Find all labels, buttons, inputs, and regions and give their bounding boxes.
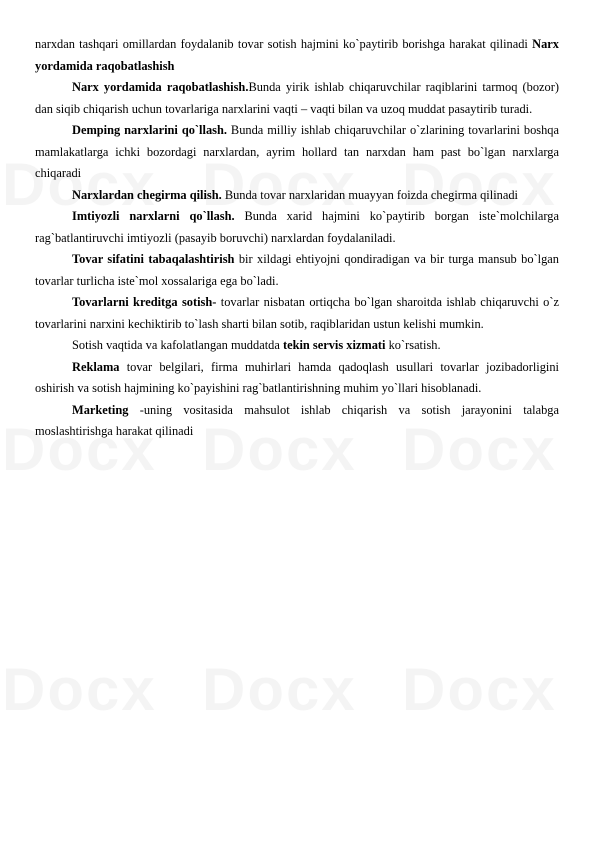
paragraph-text: narxdan tashqari omillardan foydalanib tovar sotish hajmini ko`paytirib borishga harakat qilinadi	[35, 37, 533, 51]
document-page	[35, 34, 559, 443]
paragraph-discount	[35, 185, 559, 207]
watermark	[202, 655, 357, 724]
paragraph-dumping	[35, 120, 559, 185]
paragraph-marketing	[35, 400, 559, 443]
paragraph-text: bir xildagi ehtiyojni qondiradigan va bir turga mansub bo`lgan tovarlar turlicha iste`mol xossalariga ega bo`ladi.	[35, 252, 559, 288]
paragraph-text: Sotish vaqtida va kafolatlangan muddatda	[72, 338, 283, 352]
bold-term: Narxlardan chegirma qilish.	[72, 187, 222, 202]
paragraph-text: Bunda tovar narxlaridan muayyan foizda chegirma qilinadi	[221, 187, 518, 202]
paragraph-text: -uning vositasida mahsulot ishlab chiqarish va sotish jarayonini talabga moslashtirishga harakat qilinadi	[35, 402, 559, 438]
paragraph-continuation	[35, 34, 559, 77]
paragraph-credit-sales	[35, 292, 559, 335]
bold-term: Demping narxlarini qo`llash.	[72, 123, 227, 137]
bold-term: Reklama	[72, 359, 120, 374]
bold-term: Narx yordamida raqobatlashish.	[72, 80, 249, 94]
paragraph-text: ko`rsatish.	[385, 338, 441, 352]
paragraph-advertising	[35, 357, 559, 400]
paragraph-text: tovarlar nisbatan ortiqcha bo`lgan sharoitda ishlab chiqaruvchi o`z tovarlarini narxini kechiktirib to`lash sharti bilan sotib, raqiblaridan ustun kelishi mumkin.	[35, 295, 559, 331]
bold-term: Marketing	[72, 402, 129, 417]
watermark	[402, 655, 557, 724]
paragraph-text: Bunda yirik ishlab chiqaruvchilar raqiblarini tarmoq (bozor) dan siqib chiqarish uchun tovarlariga narxlarini vaqti – vaqti bilan va uzoq muddat pasaytirib turadi.	[35, 80, 559, 116]
paragraph-free-service	[35, 335, 559, 357]
paragraph-text: Bunda xarid hajmini ko`paytirib borgan iste`molchilarga rag`batlantiruvchi imtiyozli (pasayib boruvchi) narxlardan foydalaniladi.	[35, 209, 559, 245]
bold-term: tekin servis xizmati	[282, 338, 386, 352]
bold-term: Tovarlarni kreditga sotish-	[72, 295, 217, 309]
paragraph-quality-differentiation	[35, 249, 559, 292]
paragraph-text: tovar belgilari, firma muhirlari hamda qadoqlash usullari tovarlar jozibadorligini oshirish va sotish hajmining ko`payishini rag`batlantirishning muhim yo`llari hisoblanadi.	[35, 359, 559, 395]
bold-term: Imtiyozli narxlarni qo`llash.	[72, 209, 235, 223]
paragraph-price-competition	[35, 77, 559, 120]
bold-term: Narx yordamida raqobatlashish	[35, 37, 559, 73]
bold-term: Tovar sifatini tabaqalashtirish	[72, 252, 235, 266]
paragraph-text: Bunda milliy ishlab chiqaruvchilar o`zlarining tovarlarini boshqa mamlakatlarga ichki bozordagi narxlardan, ayrim hollard tan narxdan ham past bo`lgan narxlarga chiqaradi	[35, 123, 559, 180]
watermark	[2, 655, 157, 724]
paragraph-preferential-prices	[35, 206, 559, 249]
